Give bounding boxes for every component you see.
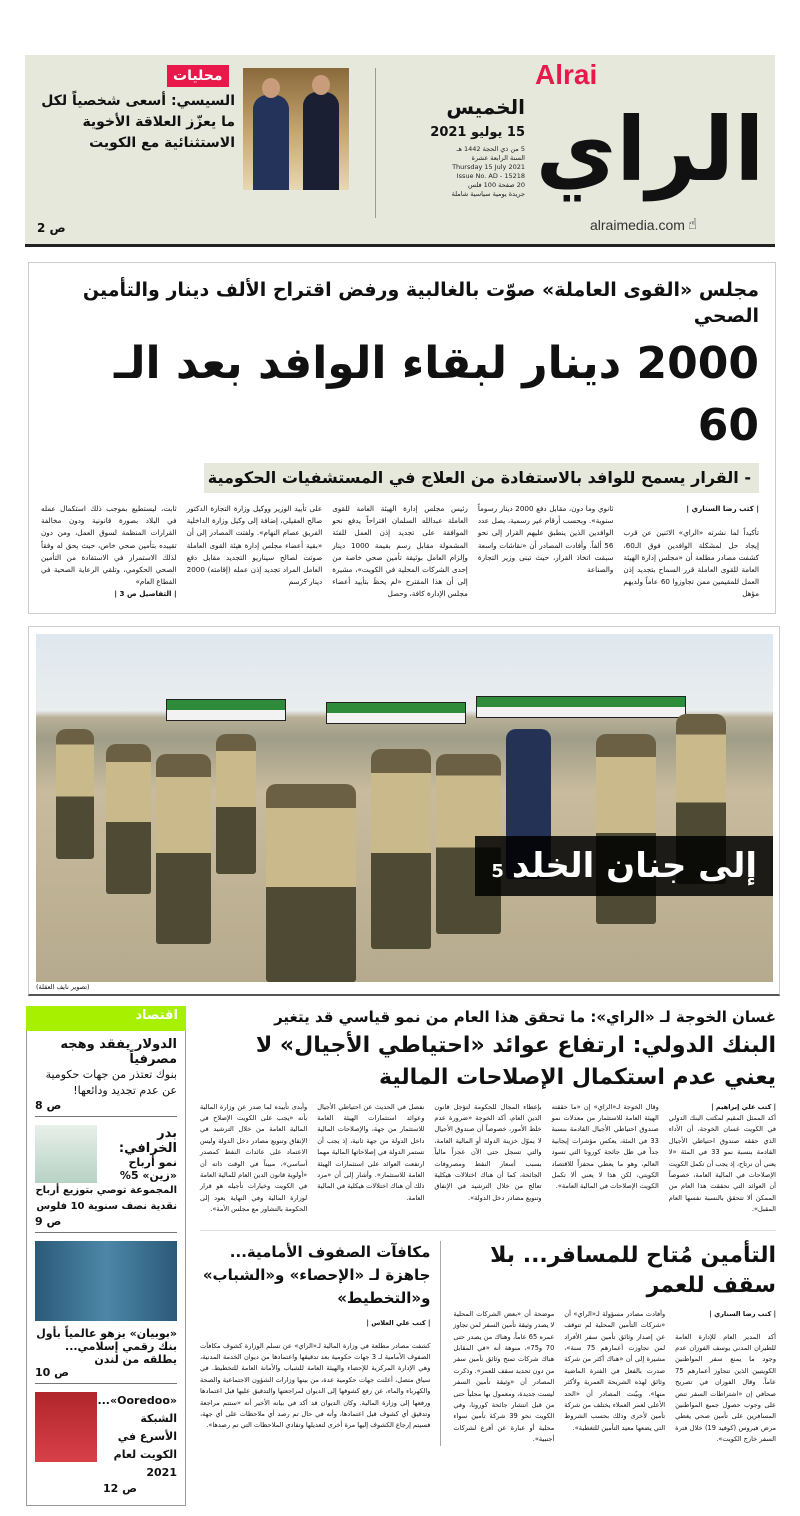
caption-text: إلى جنان الخلد — [511, 845, 757, 886]
caption-page-ref: 5 — [491, 860, 504, 882]
lead-column — [623, 503, 759, 601]
economy-item[interactable] — [35, 1241, 177, 1384]
person-figure — [303, 92, 339, 190]
soldier — [371, 749, 431, 949]
rewards-body — [200, 1318, 430, 1432]
meta-line: 5 من ذي الحجة 1442 هـ — [456, 145, 525, 153]
economy-box — [26, 1031, 186, 1506]
worldbank-column: وأبدى تأييده لما صدر عن وزارة المالية بأنه «يجب على الكويت الإصلاح في المالية العامة من خلال الترشيد في الإنفاق وتنويع مصادر دخل الدولة وليس الاعتماد على عائدات النفط كمصدر أساسي»، مبيناً في الوقت ذاته أن «أولوية قانون الدين العام للمالية العامة في الكويت وخيارات تأجيله هو قرار لوزارة المالية وفي النهاية يعود إلى الحكومة بالتشاور مع مجلس الأمة». — [199, 1102, 308, 1214]
byline: | كتب رضا السناري | — [686, 504, 759, 513]
lead-story — [28, 262, 776, 614]
item-sub: بنوك تعتذر من جهات حكومية عن عدم تجديد ودائعها! — [45, 1067, 177, 1097]
worldbank-column: نفصل في الحديث عن احتياطي الأجيال وعوائد استثمارات الهيئة العامة للاستثمار من جهة، والإصلاحات المالية داخل الدولة من جهة ثانية، إذ يجب أن تستمر الدولة في إصلاحاتها المالية مهما ارتفعت العوائد على استثمارات الهيئة العامة للاستثمار». وأشار إلى أن «مرد ذلك أن هناك اختلالات هيكلية في المالية العامة. — [317, 1102, 425, 1202]
worldbank-column — [669, 1102, 776, 1216]
insurance-headline[interactable]: التأمين مُتاح للمسافر... بلا سقف للعمر — [490, 1242, 776, 1298]
person-figure — [253, 95, 289, 190]
lead-column: على تأييد الوزير ووكيل وزارة التجارة الدكتور صالح العقيلي، إضافة إلى وكيل وزارة الداخلية الفريق عصام النهام». ولفتت المصادر إلى أن «بقية أعضاء مجلس إدارة هيئة القوى العاملة صوتت لصالح سيناريو التجديد مقابل دفع العامل المراد تجديد إذن عمله (إقامته) 2000 دينار كرسم — [186, 504, 323, 587]
lead-column: رئيس مجلس إدارة الهيئة العامة للقوى العاملة عبدالله السلمان اقتراحاً يدفع نحو الموافقة على تجديد إذن العمل للفئة المشمولة مقابل رسم بقيمة 1000 دينار وإلزام العامل بوثيقة تأمين صحي خاصة من إحدى الشركات المحلية في الكويت»، مشيرة إلى أن هذا المقترح «لم يحظَ بتأييد أعضاء مجلس الإدارة كافة، وحصل — [332, 504, 468, 599]
teaser-page-ref[interactable]: ص 2 — [37, 221, 66, 235]
meta-line: السنة الرابعة عشرة — [471, 154, 525, 162]
soldier — [156, 754, 211, 944]
hand-pointer-icon: ☝ — [688, 215, 698, 233]
item-page-ref: ص 9 — [35, 1214, 62, 1228]
meta-line: Thursday 15 July 2021 — [452, 163, 525, 171]
economy-header[interactable]: اقتصاد — [26, 1006, 186, 1031]
photo-caption[interactable] — [475, 836, 773, 896]
lead-kicker: مجلس «القوى العاملة» صوّت بالغالبية ورفض اقتراح الألف دينار والتأمين الصحي — [82, 279, 759, 327]
issue-date: 15 يوليو 2021 — [430, 125, 525, 140]
column-text: أكد الممثل المقيم لمكتب البنك الدولي في الكويت غسان الخوجة، أن الأداء الذي حققه صندوق احتياطي الأجيال القادمة بنسبة نمو 33 في المئة «لا يعني أن نرتاح، إذ يجب أن تكمل الكويت الإصلاحات في المالية العامة، خصوصاً أن العوائد التي تحققت هذا العام من الممكن ألا تتحقق بالنسبة نفسها العام المقبل». — [668, 1114, 776, 1214]
item-title: الدولار يفقد وهجه مصرفياً — [60, 1036, 177, 1067]
column-text: تأكيداً لما نشرته «الراي» الاثنين عن قرب إيجاد حل لمشكلة الوافدين فوق الـ60، كشفت مصادر مطلعة أن «مجلس إدارة الهيئة العامة للقوى العاملة قرر السماح بتجديد إذن العمل للمقيمين ممن تجاوزوا 60 عاماً ولديهم مؤهل — [623, 528, 760, 599]
economy-item[interactable] — [35, 1125, 177, 1233]
flag-coffin — [326, 702, 466, 724]
worldbank-headline[interactable]: البنك الدولي: ارتفاع عوائد «احتياطي الأجيال» لا يعني عدم استكمال الإصلاحات المالية — [255, 1032, 776, 1090]
meta-line: جريدة يومية سياسية شاملة — [451, 190, 525, 198]
byline: | كتب علي العلاس | — [366, 1318, 431, 1327]
masthead — [25, 55, 775, 247]
lead-column — [41, 503, 177, 601]
bottom-section — [26, 1006, 776, 1506]
item-page-ref: ص 10 — [35, 1365, 69, 1379]
person-photo — [35, 1125, 97, 1183]
meta-line: 20 صفحة 100 فلس — [468, 181, 525, 189]
flag-coffin — [166, 699, 286, 721]
economy-item[interactable] — [35, 1392, 177, 1495]
insurance-column: موضحة أن «بعض الشركات المحلية لا يصدر وثيقة تأمين السفر لمن تجاوز عمره 65 عاماً، وهناك من يصدر حتى 70 و75»، منوهة أنه «في المقابل هناك شركات تمنح وثائق تأمين سفر من دون تحديد سقف للعمر». وذكرت المصادر أن «وثيقة تأمين السفر ليست جديدة، ومعمول بها محلياً حتى من قبل انتشار جائحة كورونا، وفي الكويت نحو 39 شركة تأمين سواء محلية أو عبارة عن أفرع لشركات أجنبية». — [453, 1309, 555, 1444]
worldbank-column: بإعطاء المجال للحكومة لتؤجل قانون الدين العام، أكد الخوجة «ضرورة عدم خلط الأمور، خصوصاً أن صندوق الأجيال لا يموّل خزينة الدولة أو المالية العامة، والتي تسجل حتى الآن عجزاً مالياً بسبب أسعار النفط ومصروفات الجائحة، كما أن هناك اختلالات هيكلية تعالج من خلال الترشيد في الإنفاق وتنويع مصادر دخل الدولة». — [434, 1102, 542, 1202]
item-page-ref: ص 12 — [103, 1481, 137, 1495]
economy-item[interactable] — [35, 1037, 177, 1117]
insurance-column — [675, 1309, 776, 1446]
issue-day: الخميس — [446, 95, 525, 119]
lead-headline[interactable]: 2000 دينار لبقاء الوافد بعد الـ 60 — [113, 338, 759, 451]
details-page-ref[interactable]: | التفاصيل ص 3 | — [114, 589, 177, 599]
teaser-headline[interactable]: السيسي: أسعى شخصياً لكل ما يعزّز العلاقة الأخوية الاستثنائية مع الكويت — [41, 93, 235, 151]
soldier — [56, 729, 94, 859]
soldier — [106, 744, 151, 894]
economy-sidebar — [26, 1006, 186, 1506]
soldier — [266, 784, 356, 982]
issue-meta — [415, 145, 525, 199]
website-link[interactable]: alraimedia.com — [590, 217, 685, 233]
insurance-body — [453, 1309, 776, 1446]
lead-column: ثانوي وما دون، مقابل دفع 2000 دينار رسوماً سنوية». وبحسب أرقام غير رسمية، يصل عدد الوافدين الذين ينطبق عليهم القرار إلى نحو 56 ألفاً. وأفادت المصادر أن «نقاشات واسعة سبقت اتخاذ القرار، حيث تبنى وزير التجارة والصناعة — [477, 504, 614, 575]
logo-english[interactable]: Alrai — [535, 59, 598, 90]
item-sub: المجموعة توصي بتوزيع أرباح نقدية نصف سنوية 10 فلوس — [35, 1184, 177, 1212]
logo-arabic[interactable]: الراي — [535, 98, 765, 201]
column-text: ثابت، ليستطيع بموجب ذلك استكمال عمله في البلاد بصورة قانونية ودون مخالفة القرارات المنظمة لسوق العمل، ومن دون تقييده بتأمين صحي خاص، حيث يحق له وفقاً لذلك الاستمرار في الاستفادة من التأمين الصحي الحكومي، وتلقي الرعاية الصحية في القطاع العام» — [41, 504, 177, 587]
divider — [375, 68, 376, 218]
bottom-stories — [200, 1230, 776, 1446]
lead-body — [41, 503, 759, 601]
bottom-main — [200, 1006, 776, 1506]
insurance-column: وأفادت مصادر مسؤولة لـ«الراي» أن «شركات التأمين المحلية لم تتوقف عن إصدار وثائق تأمين سفر الأفراد لمن تجاوزت أعمارهم 75 سنة»، مشيرة إلى أن «هناك أكثر من شركة صدرت بالفعل في الفترة الماضية وثائق لهذه الشريحة العمرية ولأكثر منها». وبيّنت المصادر أن «الحد الأعلى لعمر العملاء يختلف من شركة تأمين لأخرى وذلك بحسب الشروط التي يضعها معيد التأمين للتغطية». — [564, 1309, 666, 1432]
meta-line: Issue No. AD - 15218 — [456, 172, 525, 180]
section-tag-local[interactable]: محليات — [167, 65, 229, 87]
soldier — [216, 734, 256, 874]
teaser-photo[interactable] — [243, 68, 349, 190]
rewards-story — [200, 1241, 441, 1446]
worldbank-column: وقال الخوجة لـ«الراي» إن «ما حققته الهيئة العامة للاستثمار من معدلات نمو صندوق احتياطي الأجيال القادمة بنسبة 33 في المئة، يعكس مؤشرات إيجابية جداً في ظل جائحة كورونا التي تسود العالم، وهو ما يعطي محفزاً للاقتصاد الكويتي، لكن هذا لا يعني ألا تكمل الكويت الإصلاحات في المالية العامة». — [551, 1102, 659, 1191]
item-title: «Ooredoo»... الشبكة الأسرع في الكويت لعام 2021 — [97, 1393, 177, 1479]
worldbank-kicker: غسان الخوجة لـ «الراي»: ما تحقق هذا العام من نمو قياسي قد يتغير — [274, 1007, 776, 1026]
insurance-story — [453, 1241, 776, 1446]
column-text: أكد المدير العام للإدارة العامة للطيران المدني يوسف الفوزان عدم وجود ما يمنع سفر المواطنين الكويتيين الذين تتجاوز أعمارهم 75 عاماً. وقال الفوزان في تصريح صحافي إن «اشتراطات السفر تنص على وجوب حصول جميع المواطنين المسافرين على تأمين صحي يغطي مرض فيروس (كوفيد 19) خلال فترة السفر خارج الكويت». — [675, 1332, 776, 1444]
item-page-ref: ص 8 — [35, 1098, 62, 1112]
item-title: «بوبيان» يزهو عالمياً بأول بنك رقمي إسلامي... يطلقه من لندن — [36, 1326, 177, 1366]
rewards-text: كشفت مصادر مطلعة في وزارة المالية لـ«الراي» عن تسلم الوزارة كشوف مكافآت الصفوف الأمامية لـ 3 جهات حكومية بعد تدقيقها واعتمادها من ديوان الخدمة المدنية، وهي الإدارة المركزية للإحصاء والهيئة العامة للشباب والأمانة العامة للتخطيط. في سياق متصل، أعلنت جهات حكومية عدة، من بينها وزارات الشؤون الاجتماعية والصحة والكهرباء والماء، عن رفع كشوفها إلى الديوان لمراجعتها والتدقيق عليها قبل اعتمادها ورفعها إلى وزارة المالية. وكان الديوان قد أكد في بيانه الأخير أنه «ستتم مراجعة وتدقيق أي كشوف قبل اعتمادها، وأنه في حال تم رصد أي ملاحظات على أي جهة، فسيتم إرجاع الكشوف إليها مرة أخرى لتعديلها وتفادي الملاحظات التي تم رصدها». — [200, 1341, 431, 1430]
byline: | كتب علي إبراهيم | — [711, 1102, 776, 1111]
issue-info — [415, 95, 525, 199]
byline: | كتب رضا السناري | — [709, 1309, 776, 1318]
item-title2: نمو أرباح «زين» 5% — [119, 1155, 177, 1182]
item-title: بدر الخرافي: — [118, 1125, 177, 1156]
funeral-photo[interactable] — [36, 634, 773, 982]
rewards-headline[interactable]: مكافآت الصفوف الأمامية... جاهزة لـ «الإحصاء» و«الشباب» و«التخطيط» — [202, 1242, 431, 1307]
lead-subhead: - القرار يسمح للوافد بالاستفادة من العلاج في المستشفيات الحكومية — [204, 463, 759, 493]
person-photo — [35, 1392, 97, 1462]
photo-credit: (تصوير نايف العقلة) — [36, 982, 90, 991]
person-head — [312, 75, 330, 95]
photo-frame — [28, 626, 780, 996]
person-head — [262, 78, 280, 98]
worldbank-body — [200, 1102, 776, 1216]
flag-coffin — [476, 696, 686, 718]
event-photo — [35, 1241, 177, 1321]
